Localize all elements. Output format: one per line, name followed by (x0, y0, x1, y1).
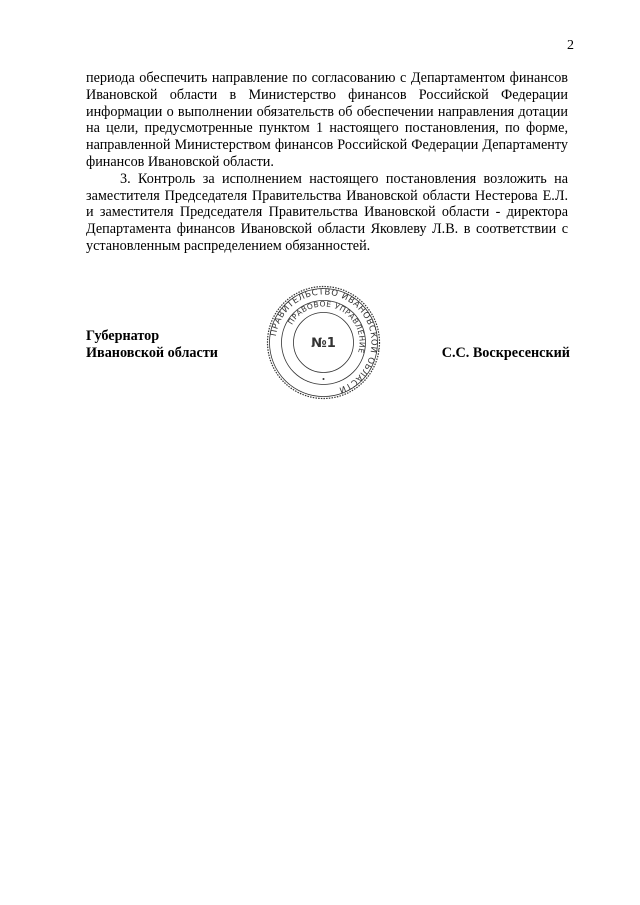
signatory-title-line-1: Губернатор (86, 328, 160, 344)
signature-block (86, 285, 570, 400)
seal-inner-text: ПРАВОВОЕ УПРАВЛЕНИЕ (286, 299, 367, 355)
seal-graphic (266, 285, 381, 400)
document-body (86, 70, 568, 255)
seal-number: №1 (311, 336, 336, 351)
signatory-name: С.С. Воскресенский (441, 345, 570, 361)
seal-outer-text: ПРАВИТЕЛЬСТВО ИВАНОВСКОЙ ОБЛАСТИ (268, 287, 379, 395)
seal-bottom-dot (323, 378, 325, 380)
page-number: 2 (567, 38, 574, 53)
signatory-title-line-2: Ивановской области (86, 345, 218, 361)
official-seal-stamp (266, 285, 381, 400)
signatory-title (86, 328, 218, 362)
paragraph-continuation: периода обеспечить направление по согласованию с Департаментом финансов Ивановской области в Министерство финансов Российской Федерации информации о выполнении обязательств об обеспечении направления дотации на цели, предусмотренные пунктом 1 настоящего постановления, по форме, направленной Министерством финансов Российской Федерации Департаменту финансов Ивановской области. (86, 70, 568, 170)
paragraph-control-clause: 3. Контроль за исполнением настоящего постановления возложить на заместителя Председателя Правительства Ивановской области Нестерова Е.Л. и заместителя Председателя Правительства Ивановской области - директора Департамента финансов Ивановской области Яковлеву Л.В. в соответствии с установленным распределением обязанностей. (86, 170, 568, 254)
